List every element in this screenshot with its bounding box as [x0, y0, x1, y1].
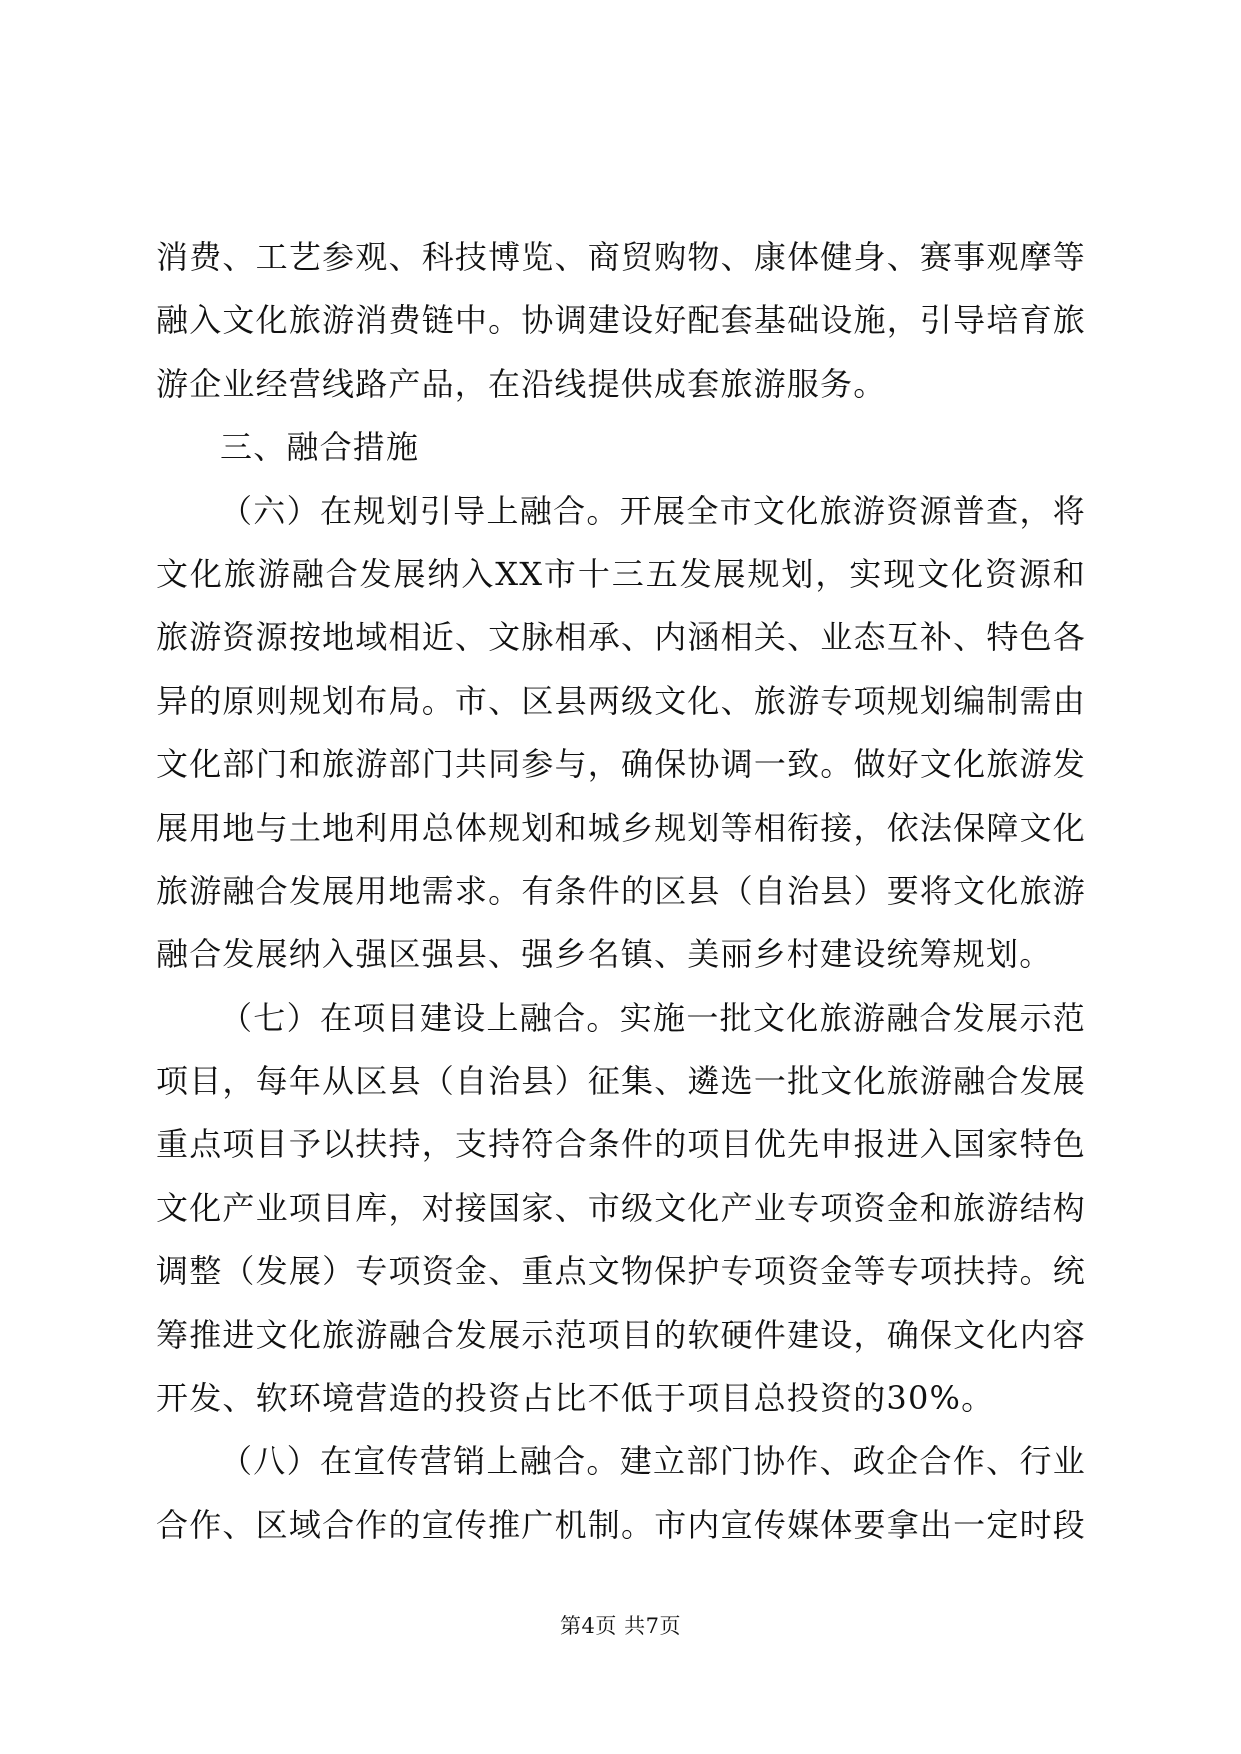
text-line: 文化产业项目库，对接国家、市级文化产业专项资金和旅游结构: [156, 1188, 1086, 1227]
text-line: 旅游资源按地域相近、文脉相承、内涵相关、业态互补、特色各: [156, 618, 1086, 657]
text-line: 文化旅游融合发展纳入XX市十三五发展规划，实现文化资源和: [156, 554, 1086, 593]
text-line: 筹推进文化旅游融合发展示范项目的软硬件建设，确保文化内容: [156, 1315, 1086, 1354]
text-line: 融入文化旅游消费链中。协调建设好配套基础设施，引导培育旅: [156, 301, 1086, 340]
text-line: 重点项目予以扶持，支持符合条件的项目优先申报进入国家特色: [156, 1125, 1086, 1164]
text-line: 调整（发展）专项资金、重点文物保护专项资金等专项扶持。统: [156, 1252, 1086, 1291]
text-line: 旅游融合发展用地需求。有条件的区县（自治县）要将文化旅游: [156, 871, 1086, 910]
text-line: 项目，每年从区县（自治县）征集、遴选一批文化旅游融合发展: [156, 1062, 1086, 1101]
paragraph-start: （六）在规划引导上融合。开展全市文化旅游资源普查，将: [220, 491, 1086, 530]
text-line: 文化部门和旅游部门共同参与，确保协调一致。做好文化旅游发: [156, 745, 1086, 784]
text-line: 异的原则规划布局。市、区县两级文化、旅游专项规划编制需由: [156, 681, 1086, 720]
text-line: 游企业经营线路产品，在沿线提供成套旅游服务。: [156, 364, 887, 403]
text-line: 融合发展纳入强区强县、强乡名镇、美丽乡村建设统筹规划。: [156, 935, 1053, 974]
paragraph-start: （七）在项目建设上融合。实施一批文化旅游融合发展示范: [220, 998, 1086, 1037]
page-number-footer: 第4页 共7页: [560, 1614, 681, 1638]
text-line: 消费、工艺参观、科技博览、商贸购物、康体健身、赛事观摩等: [156, 238, 1086, 276]
text-line: 开发、软环境营造的投资占比不低于项目总投资的30%。: [156, 1379, 995, 1418]
document-body: [156, 226, 1086, 1557]
paragraph-start: （八）在宣传营销上融合。建立部门协作、政企合作、行业: [220, 1442, 1086, 1481]
text-line: 合作、区域合作的宣传推广机制。市内宣传媒体要拿出一定时段: [156, 1505, 1086, 1544]
text-line: 展用地与土地利用总体规划和城乡规划等相衔接，依法保障文化: [156, 808, 1086, 847]
section-heading: 三、融合措施: [220, 428, 420, 467]
